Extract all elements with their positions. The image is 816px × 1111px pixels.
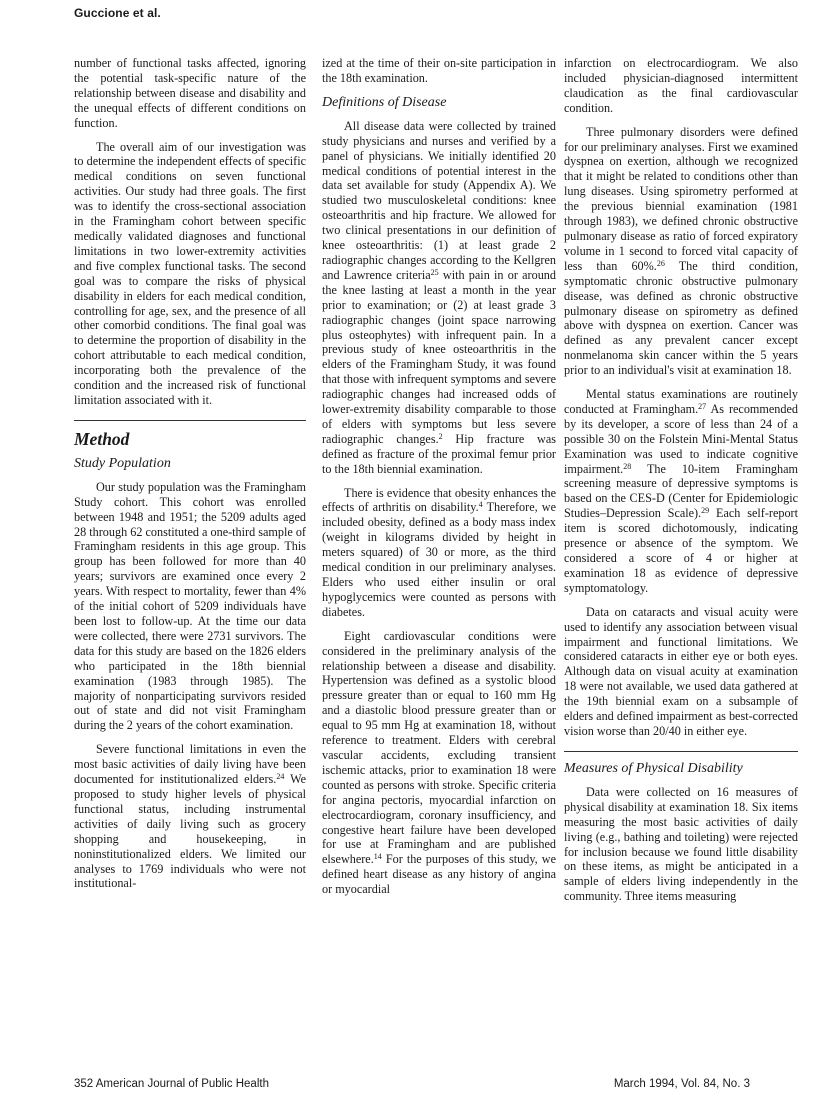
text: The 10-item Framingham screening measure of depressive symptoms is based on the CES-D (Center for Epidemiologic Studies–Depression Scale). [564, 461, 798, 521]
text: Each self-report item is scored dichotomously, indicating presence or absence of the symptom. We considered a score of 4 or higher at examination 18 as evidence of depressive symptomatology. [564, 506, 798, 595]
paragraph-obesity [322, 486, 556, 620]
method-heading: Method [74, 428, 130, 449]
paragraph-measures: Data were collected on 16 measures of physical disability at examination 18. Six items measuring the most basic activities of daily living (e.g., bathing and toileting) were rejected for inclusion because we found little disability on these items, as might be anticipated in a sample of elders living independently in the community. Three items measuring [564, 784, 798, 904]
footer-journal: 352 American Journal of Public Health [74, 1078, 269, 1090]
section-divider [74, 420, 306, 421]
paragraph: infarction on electrocardiogram. We also included physician-diagnosed intermittent claudication as the final cardiovascular condition. [564, 56, 798, 115]
paragraph-aims: The overall aim of our investigation was to determine the independent effects of specific medical conditions on seven functional activities. Our study had three goals. The first was to identify the cross-sectional association in the Framingham cohort between specific medically validated diagnoses and functional limitations in two lower-extremity activities and five complex functional tasks. The second goal was to compare the risks of physical disability in elders for each medical condition, controlling for age, sex, and the presence of all other comorbid conditions. The final goal was to determine the proportion of disability in the cohort attributable to each medical condition, incorporating both the prevalence of the condition and the increased risk of functional limitation associated with it. [74, 139, 306, 407]
reference-superscript: 24 [276, 772, 285, 782]
reference-superscript: 26 [656, 258, 665, 268]
paragraph-functional-limitations [74, 742, 306, 891]
footer-issue: March 1994, Vol. 84, No. 3 [613, 1078, 750, 1090]
column-1 [74, 56, 306, 891]
reference-superscript: 14 [373, 852, 382, 862]
text: Eight cardiovascular conditions were considered in the preliminary analysis of the relationship between a disease and disability. Hypertension was defined as a systolic blood pressure greater than or equal to 160 mm Hg and a diastolic blood pressure greater than or equal to 95 mm Hg at examination 18, without reference to treatment. Elders with cerebral vascular accidents, excluding transient ischemic attacks, prior to examination 18 were counted as persons with stroke. Specific criteria for angina pectoris, myocardial infarction on electrocardiogram, coronary insufficiency, and congestive heart failure have been developed for use at Framingham and are published elsewhere. [322, 628, 556, 867]
paragraph-disease-data [322, 119, 556, 477]
study-population-heading: Study Population [74, 455, 171, 471]
text: Three pulmonary disorders were defined for our preliminary analyses. First we examined dyspnea on exertion, although we recognized that it might be related to conditions other than lung diseases. Using spirometry performed at the previous biennial examination (1981 through 1983), we defined chronic obstructive pulmonary disease as ratio of forced expiratory volume in 1 second to forced vital capacity of less than 60%. [564, 124, 798, 273]
paragraph-pulmonary [564, 125, 798, 378]
text: We proposed to study higher levels of physical functional status, including instrumental activities of daily living such as grocery shopping and housekeeping, in noninstitutionalized elders. We limited our analyses to 1769 individuals who were not institutional- [74, 772, 307, 891]
text: Hip fracture was defined as fracture of the proximal femur prior to the 18th biennial examination. [322, 431, 556, 476]
paragraph: ized at the time of their on-site participation in the 18th examination. [322, 56, 556, 85]
paragraph-cardiovascular [322, 629, 556, 897]
reference-superscript: 25 [430, 267, 439, 277]
text: There is evidence that obesity enhances the effects of arthritis on disability. [322, 485, 556, 515]
column-3 [564, 56, 798, 904]
reference-superscript: 4 [478, 500, 483, 510]
paragraph-study-population: Our study population was the Framingham Study cohort. This cohort was enrolled between 1948 and 1951; the 5209 adults aged 28 through 62 constituted a one-third sample of Framingham residents in this age group. This group has been followed for more than 40 years; survivors are examined once every 2 years. With respect to mortality, fewer than 4% of the initial cohort of 5209 individuals have been lost to follow-up. At the time our data were collected, there were 2731 survivors. The data for this study are based on the 1826 elders who participated in the 18th biennial examination (1983 through 1985). The majority of nonparticipating survivors resided out of state and did not visit Framingham during the 2 years of the cohort examination. [74, 479, 306, 733]
section-divider [564, 751, 798, 752]
paragraph-visual: Data on cataracts and visual acuity were used to identify any association between visual impairment and functional limitations. We considered cataracts in either eye or both eyes. Although data on visual acuity at examination 18 were not available, we used data gathered at the 19th biennial exam on a subsample of elders and defined impairment as best-corrected vision worse than 20/40 in either eye. [564, 604, 798, 738]
text: Therefore, we included obesity, defined as a body mass index (weight in kilograms divided by height in meters squared) of 30 or more, as the third medical condition in our preliminary analyses. Elders who used either insulin or oral hypoglycemics were counted as persons with diabetes. [322, 500, 556, 619]
column-2 [322, 56, 556, 897]
reference-superscript: 2 [438, 431, 443, 441]
definitions-of-disease-heading: Definitions of Disease [322, 94, 447, 110]
text: with pain in or around the knee lasting at least a month in the year prior to examination; or (2) at least grade 3 radiographic changes (joint space narrowing plus osteophytes) with infrequent pain. In a previous study of knee osteoarthritis in the elders of the Framingham Study, it was found that those with infrequent symptoms and severe radiographic changes had increased odds of lower-extremity disability comparable to those of elders with symptoms but less severe radiographic changes. [322, 267, 556, 446]
text: The third condition, symptomatic chronic obstructive pulmonary disease, was defined as chronic obstructive pulmonary disease on spirometry as defined above with dyspnea on exertion. Cancer was defined as any prevalent cancer except nonmelanoma skin cancer within the 5 years prior to an individual's visit at examination 18. [564, 258, 798, 378]
text: Severe functional limitations in even the most basic activities of daily living have been documented for institutionalized elders. [74, 742, 306, 787]
text: All disease data were collected by trained study physicians and nurses and verified by a panel of physicians. We initially identified 20 medical conditions of potential interest in the data set available for study (Appendix A). We studied two musculoskeletal conditions: knee osteoarthritis and hip fracture. We allowed for two clinical presentations in our definition of knee osteoarthritis: (1) at least grade 2 radiographic changes according to the Kellgren and Lawrence criteria [322, 118, 556, 282]
paragraph-mental-status [564, 387, 798, 596]
measures-of-physical-disability-heading: Measures of Physical Disability [564, 760, 743, 776]
text: Mental status examinations are routinely conducted at Framingham. [564, 387, 798, 416]
text: As recommended by its developer, a score of less than 24 of a possible 30 on the Folstein Mini-Mental Status Examination was used to indicate cognitive impairment. [564, 401, 798, 476]
text: For the purposes of this study, we defined heart disease as any history of angina or myocardial [322, 852, 556, 897]
reference-superscript: 28 [623, 461, 632, 471]
paragraph: number of functional tasks affected, ignoring the potential task-specific nature of the relationship between disease and disability and the unequal effects of different conditions on function. [74, 56, 306, 130]
running-head: Guccione et al. [74, 6, 161, 20]
reference-superscript: 29 [701, 506, 710, 516]
reference-superscript: 27 [698, 401, 707, 411]
